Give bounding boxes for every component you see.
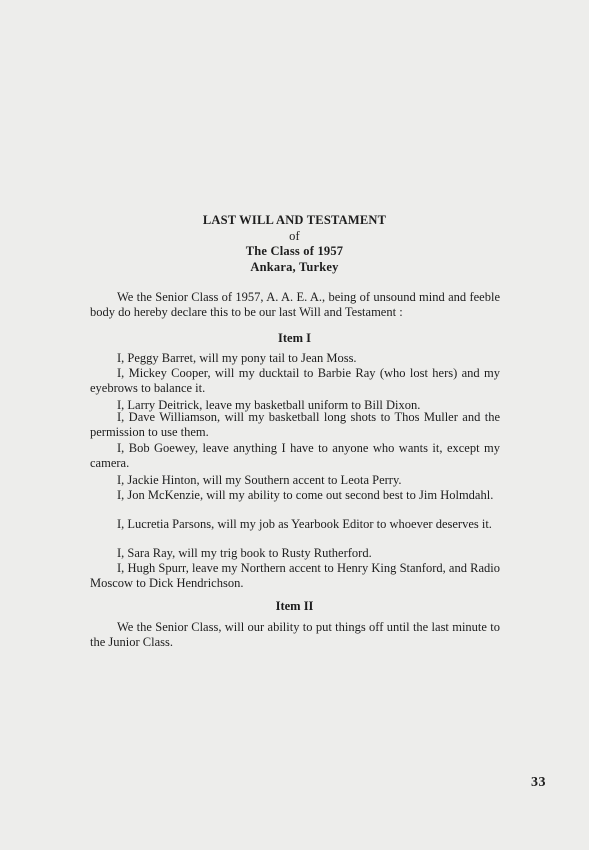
item-2-paragraph: We the Senior Class, will our ability to put things off until the last minute to the Junior Class. <box>90 620 500 649</box>
item-2-heading: Item II <box>275 599 314 613</box>
bequest: I, Mickey Cooper, will my ducktail to Barbie Ray (who lost hers) and my eyebrows to balance it. <box>90 366 500 395</box>
class-name: The Class of 1957 <box>245 244 344 258</box>
bequest: I, Sara Ray, will my trig book to Rusty Rutherford. <box>117 546 372 560</box>
bequest: I, Dave Williamson, will my basketball long shots to Thos Muller and the permission to use them. <box>90 410 500 439</box>
bequest: I, Lucretia Parsons, will my job as Yearbook Editor to whoever deserves it. <box>117 517 492 531</box>
title-of: of <box>289 229 300 243</box>
location: Ankara, Turkey <box>250 260 339 274</box>
intro-paragraph: We the Senior Class of 1957, A. A. E. A., being of unsound mind and feeble body do hereby declare this to be our last Will and Testament : <box>90 290 500 319</box>
bequest: I, Jon McKenzie, will my ability to come out second best to Jim Holmdahl. <box>117 488 494 502</box>
item-1-heading: Item I <box>278 331 311 345</box>
page-number: 33 <box>531 775 546 790</box>
bequest: I, Peggy Barret, will my pony tail to Jean Moss. <box>117 351 357 365</box>
bequest: I, Bob Goewey, leave anything I have to anyone who wants it, except my camera. <box>90 441 500 470</box>
bequest: I, Hugh Spurr, leave my Northern accent to Henry King Stanford, and Radio Moscow to Dick Hendrichson. <box>90 561 500 590</box>
bequest: I, Larry Deitrick, leave my basketball uniform to Bill Dixon. <box>117 398 421 412</box>
bequest: I, Jackie Hinton, will my Southern accent to Leota Perry. <box>117 473 402 487</box>
document-title: LAST WILL AND TESTAMENT <box>202 213 387 227</box>
